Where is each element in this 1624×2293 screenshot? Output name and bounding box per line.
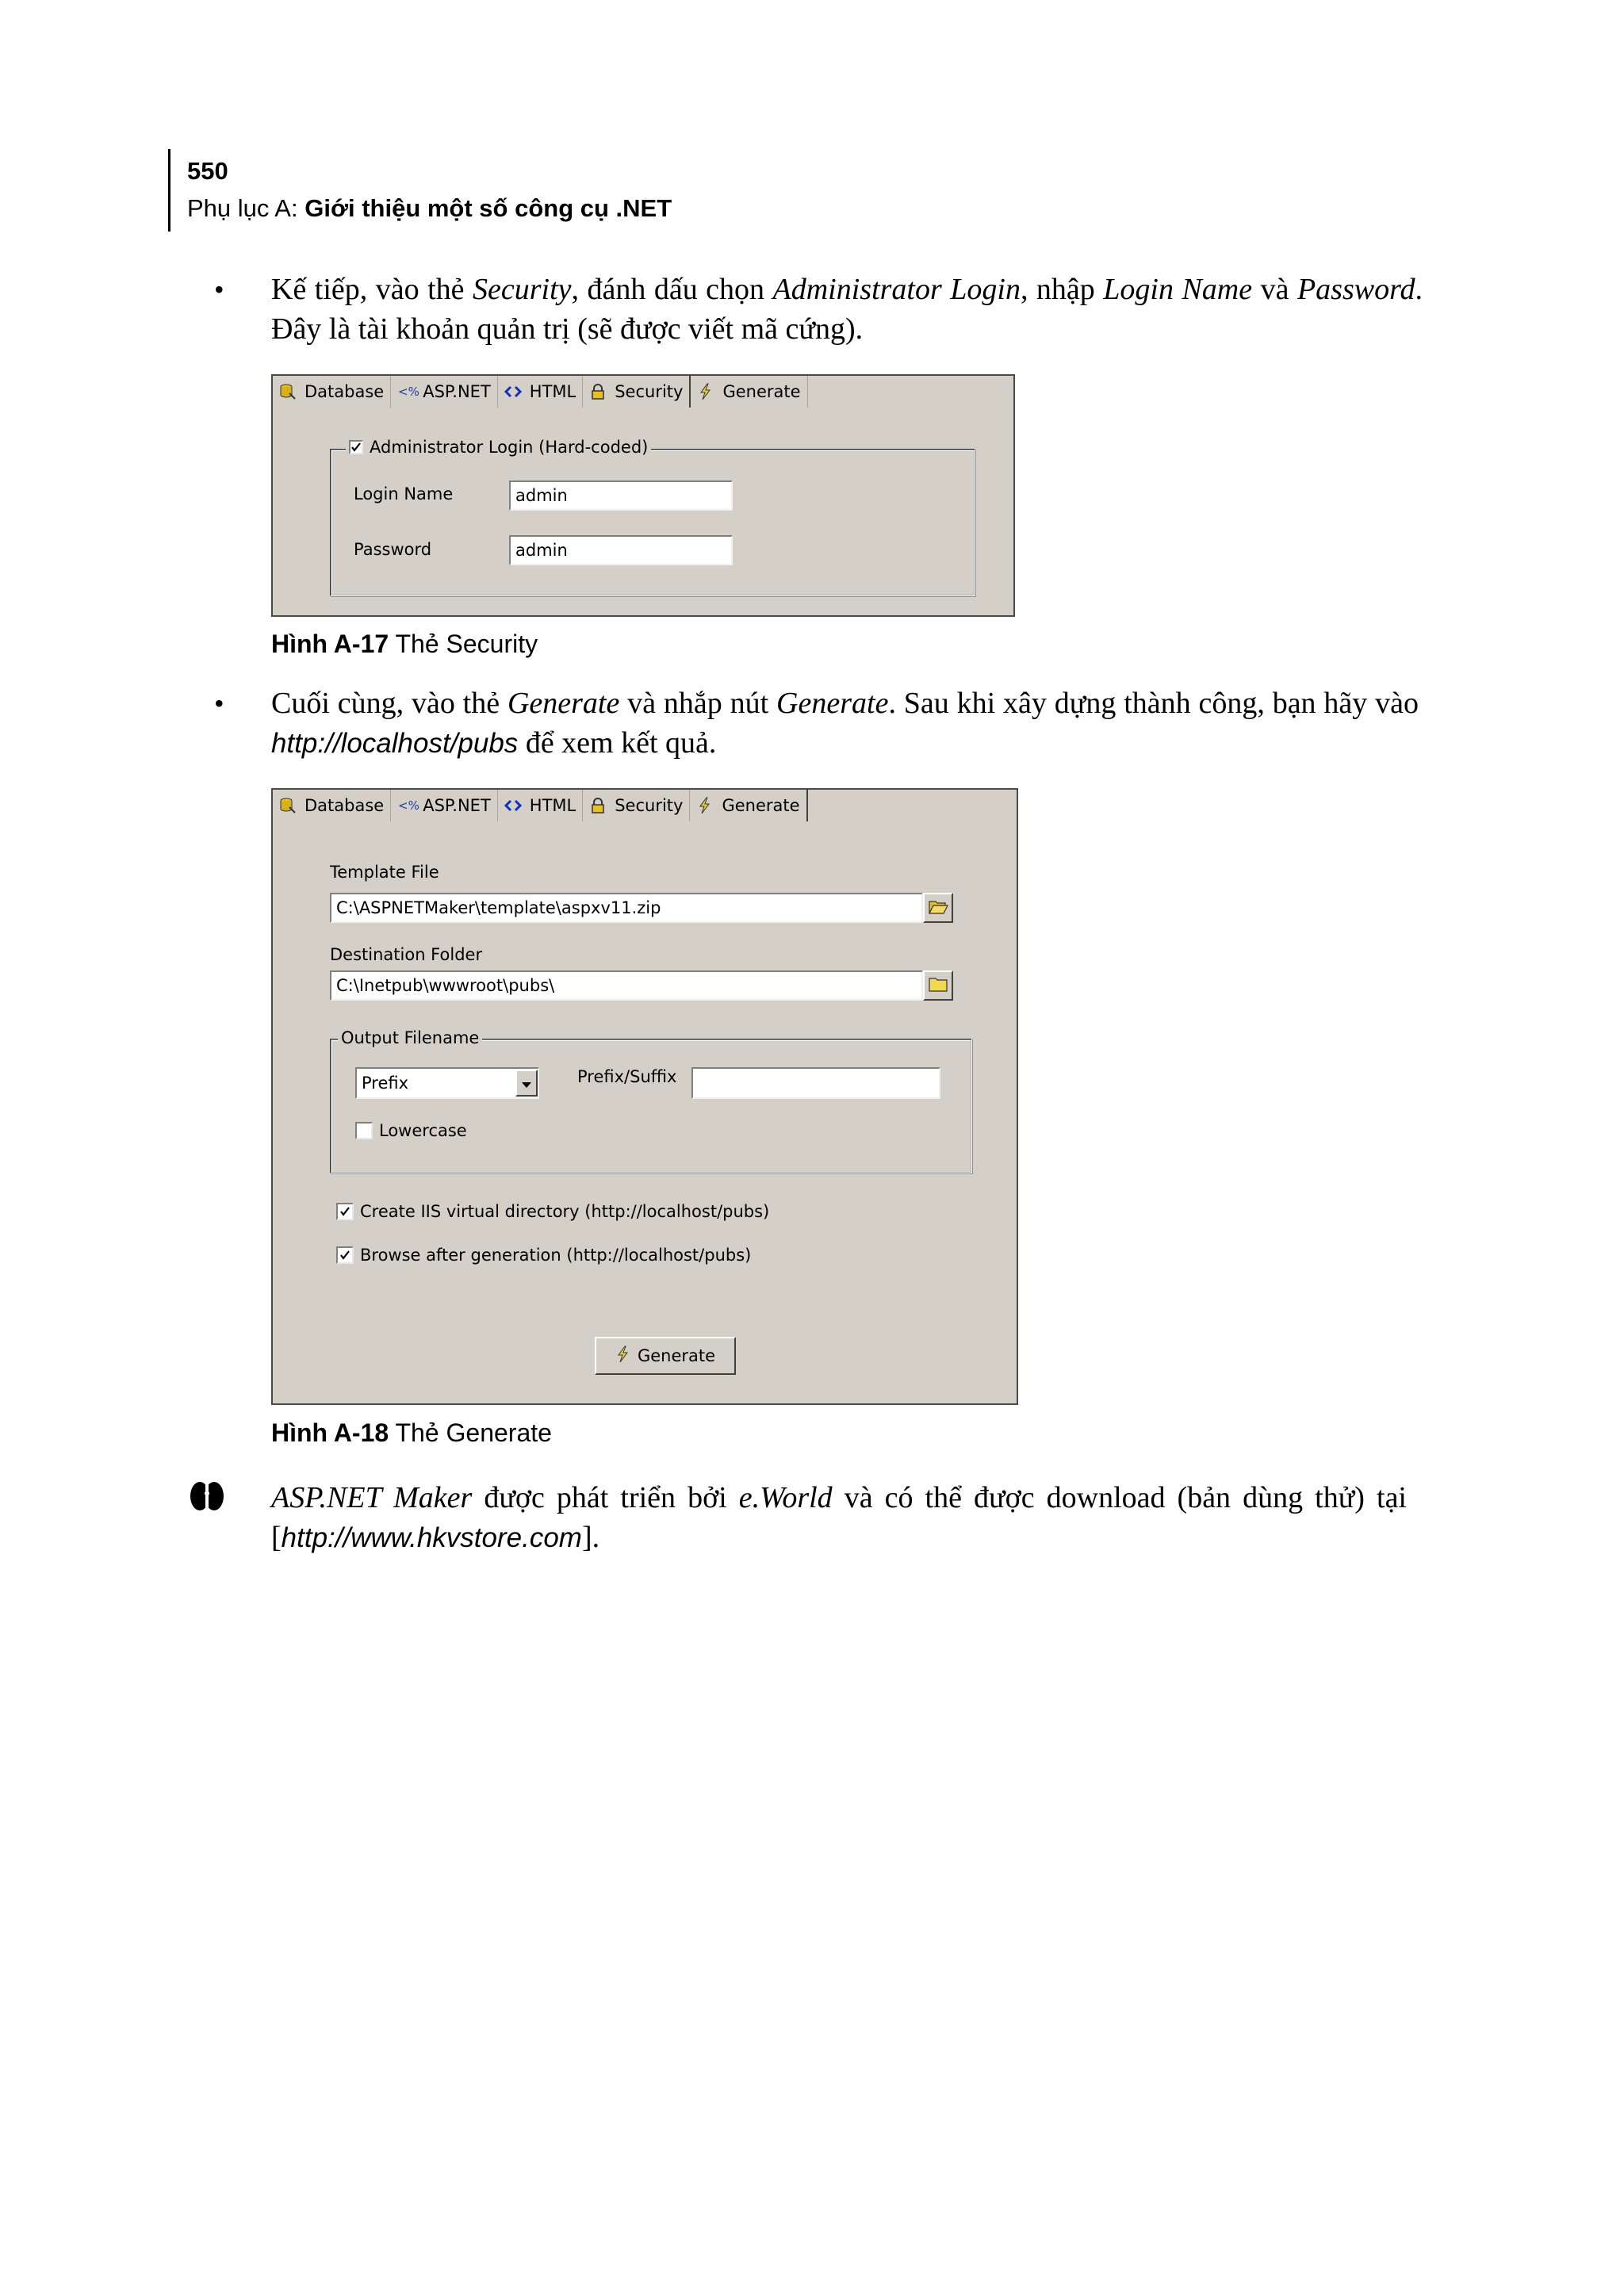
chapter-title: Giới thiệu một số công cụ .NET — [304, 194, 672, 222]
checkbox-checked[interactable] — [336, 1203, 354, 1220]
lowercase-label: Lowercase — [379, 1121, 467, 1140]
password-label: Password — [354, 540, 432, 559]
text: ]. — [581, 1521, 600, 1554]
prefix-suffix-label: Prefix/Suffix — [577, 1067, 677, 1086]
admin-login-group — [330, 449, 975, 596]
lock-icon — [589, 797, 607, 814]
generate-button-label: Generate — [637, 1346, 716, 1365]
admin-login-label: Administrator Login (Hard-coded) — [370, 438, 649, 457]
tab-label: Security — [615, 382, 684, 401]
term-security: Security — [473, 273, 572, 306]
note-paragraph — [271, 1478, 1407, 1558]
term-aspnet-maker: ASP.NET Maker — [271, 1481, 473, 1514]
hkvstore-url: http://www.hkvstore.com — [281, 1522, 582, 1553]
svg-text:<%: <% — [398, 385, 420, 399]
tab-label: HTML — [529, 382, 576, 401]
tab-html[interactable] — [498, 790, 583, 821]
tab-generate[interactable] — [690, 790, 807, 821]
bullet-2: • — [214, 687, 224, 719]
caption-text: Thẻ Security — [389, 630, 538, 658]
localhost-url: http://localhost/pubs — [271, 728, 519, 759]
tab-html[interactable] — [498, 376, 583, 408]
tab-label: Generate — [722, 796, 800, 815]
caption-label: Hình A-17 — [271, 630, 389, 658]
checkbox-checked[interactable] — [349, 440, 363, 454]
security-tab-screenshot — [271, 374, 1015, 617]
login-name-label: Login Name — [354, 484, 454, 503]
tab-generate[interactable] — [691, 376, 807, 408]
chevron-down-icon — [522, 1074, 531, 1093]
text: Kế tiếp, vào thẻ — [271, 273, 473, 306]
create-iis-checkbox-row[interactable] — [336, 1202, 769, 1221]
svg-text:<%: <% — [398, 798, 420, 813]
prefix-select[interactable] — [355, 1067, 539, 1099]
checkbox-unchecked[interactable] — [355, 1122, 373, 1139]
bullet-1: • — [214, 274, 224, 305]
header-rule — [168, 149, 170, 232]
text: . Đây là tài khoản quản trị (sẽ được viết mã cứng). — [271, 273, 1423, 346]
tab-aspnet[interactable] — [391, 376, 498, 408]
tab-label: ASP.NET — [423, 796, 491, 815]
destination-folder-label: Destination Folder — [330, 945, 483, 964]
open-folder-icon — [928, 898, 948, 919]
generate-tab-screenshot — [271, 788, 1018, 1405]
tab-label: HTML — [529, 796, 576, 815]
folder-icon — [928, 975, 948, 997]
prefix-suffix-input[interactable] — [691, 1067, 940, 1099]
chapter-heading — [187, 194, 672, 223]
tab-label: Database — [304, 382, 385, 401]
text: . Sau khi xây dựng thành công, bạn hãy vào — [888, 687, 1419, 720]
browse-destination-button[interactable] — [923, 970, 953, 1001]
tab-label: Database — [304, 796, 385, 815]
text: để xem kết quả. — [518, 726, 717, 760]
chapter-prefix: Phụ lục A: — [187, 194, 305, 222]
text: và có thể được download (bản dùng thử) tại [ — [271, 1481, 1407, 1554]
html-code-icon — [504, 383, 522, 400]
tab-database[interactable] — [273, 376, 391, 408]
lightning-icon — [697, 383, 714, 400]
text: và — [1252, 273, 1297, 306]
figure-caption-a18 — [271, 1418, 552, 1448]
caption-text: Thẻ Generate — [389, 1418, 552, 1447]
term-admin-login: Administrator Login — [772, 273, 1021, 306]
figure-caption-a17 — [271, 630, 538, 659]
tab-bar — [273, 790, 808, 821]
tab-bar — [273, 376, 808, 408]
term-generate-button: Generate — [776, 687, 889, 720]
tab-aspnet[interactable] — [391, 790, 498, 821]
generate-button[interactable] — [595, 1337, 736, 1375]
destination-folder-input[interactable]: C:\Inetpub\wwwroot\pubs\ — [330, 970, 923, 1001]
password-input[interactable]: admin — [509, 535, 733, 565]
lowercase-checkbox-row[interactable] — [355, 1121, 467, 1140]
term-eworld: e.World — [738, 1481, 833, 1514]
text: , nhập — [1020, 273, 1104, 306]
tab-label: ASP.NET — [423, 382, 491, 401]
paragraph-generate — [271, 683, 1419, 764]
browse-after-checkbox-row[interactable] — [336, 1246, 751, 1265]
tab-label: Security — [615, 796, 684, 815]
text: được phát triển bởi — [472, 1481, 739, 1514]
lock-icon — [589, 383, 607, 400]
prefix-select-value: Prefix — [362, 1074, 409, 1093]
template-file-label: Template File — [330, 863, 439, 882]
text: , đánh dấu chọn — [571, 273, 773, 306]
database-icon — [279, 383, 297, 400]
tab-database[interactable] — [273, 790, 391, 821]
term-login-name: Login Name — [1103, 273, 1253, 306]
template-file-input[interactable]: C:\ASPNETMaker\template\aspxv11.zip — [330, 893, 923, 923]
lightning-icon — [696, 797, 714, 814]
browse-template-button[interactable] — [923, 893, 953, 923]
login-name-input[interactable]: admin — [509, 480, 733, 511]
browse-after-label: Browse after generation (http://localhost/pubs) — [360, 1246, 752, 1265]
aspnet-icon — [397, 383, 420, 400]
paragraph-security — [271, 270, 1423, 349]
note-icon — [189, 1480, 225, 1517]
text: và nhắp nút — [619, 687, 777, 720]
tab-label: Generate — [722, 382, 801, 401]
tab-security[interactable] — [583, 376, 691, 408]
create-iis-label: Create IIS virtual directory (http://localhost/pubs) — [360, 1202, 770, 1221]
database-icon — [279, 797, 297, 814]
page-number: 550 — [187, 157, 228, 185]
html-code-icon — [504, 797, 522, 814]
text: Cuối cùng, vào thẻ — [271, 687, 508, 720]
admin-login-checkbox[interactable] — [346, 438, 651, 457]
aspnet-icon — [397, 797, 420, 814]
output-filename-legend: Output Filename — [338, 1028, 482, 1047]
checkbox-checked[interactable] — [336, 1246, 354, 1264]
term-generate-tab: Generate — [507, 687, 620, 720]
term-password: Password — [1297, 273, 1415, 306]
dropdown-button[interactable] — [515, 1070, 538, 1097]
tab-security[interactable] — [583, 790, 690, 821]
output-filename-group — [330, 1039, 972, 1173]
lightning-icon — [615, 1346, 630, 1367]
caption-label: Hình A-18 — [271, 1418, 389, 1447]
